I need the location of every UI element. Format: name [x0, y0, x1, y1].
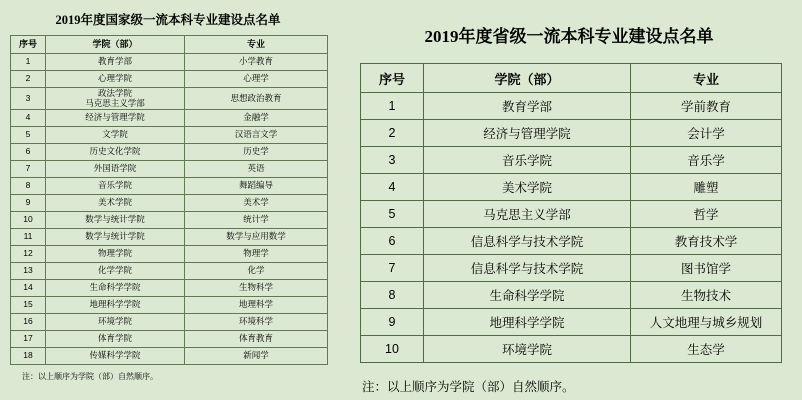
- cell-college: 信息科学与技术学院: [424, 255, 631, 282]
- column-header-index: 序号: [361, 64, 424, 93]
- cell-index: 8: [11, 178, 46, 195]
- provincial-list-table: [360, 63, 782, 363]
- cell-college: 教育学部: [46, 54, 185, 71]
- table-row: [361, 120, 782, 147]
- cell-index: 16: [11, 314, 46, 331]
- cell-major: 地理科学: [185, 297, 328, 314]
- cell-major: 生态学: [631, 336, 782, 363]
- cell-major: 音乐学: [631, 147, 782, 174]
- cell-major: 数学与应用数学: [185, 229, 328, 246]
- cell-college: 物理学院: [46, 246, 185, 263]
- table-row: [361, 174, 782, 201]
- cell-index: 18: [11, 348, 46, 365]
- table-row: [11, 144, 328, 161]
- table-row: [11, 195, 328, 212]
- cell-college: 经济与管理学院: [46, 110, 185, 127]
- cell-index: 5: [11, 127, 46, 144]
- cell-major: 教育技术学: [631, 228, 782, 255]
- table-row: [11, 54, 328, 71]
- cell-major: 小学教育: [185, 54, 328, 71]
- cell-college: 美术学院: [46, 195, 185, 212]
- right-table-title: 2019年度省级一流本科专业建设点名单: [424, 27, 714, 46]
- cell-index: 1: [11, 54, 46, 71]
- cell-index: 11: [11, 229, 46, 246]
- cell-major: 美术学: [185, 195, 328, 212]
- cell-index: 12: [11, 246, 46, 263]
- cell-college: 外国语学院: [46, 161, 185, 178]
- table-row: [361, 201, 782, 228]
- table-row: [361, 228, 782, 255]
- cell-major: 统计学: [185, 212, 328, 229]
- cell-college: 环境学院: [424, 336, 631, 363]
- cell-index: 1: [361, 93, 424, 120]
- cell-college: 地理科学学院: [46, 297, 185, 314]
- column-header-college: 学院（部）: [424, 64, 631, 93]
- cell-major: 舞蹈编导: [185, 178, 328, 195]
- cell-major: 学前教育: [631, 93, 782, 120]
- table-row: [361, 336, 782, 363]
- cell-index: 3: [11, 88, 46, 110]
- national-list-table: [10, 35, 328, 365]
- cell-college: 美术学院: [424, 174, 631, 201]
- cell-index: 10: [361, 336, 424, 363]
- national-list-body: [11, 54, 328, 365]
- left-table-title: 2019年度国家级一流本科专业建设点名单: [55, 13, 281, 27]
- cell-major: 英语: [185, 161, 328, 178]
- cell-major: 汉语言文学: [185, 127, 328, 144]
- cell-index: 8: [361, 282, 424, 309]
- table-row: [11, 161, 328, 178]
- cell-index: 6: [361, 228, 424, 255]
- cell-index: 4: [11, 110, 46, 127]
- cell-index: 7: [361, 255, 424, 282]
- cell-major: 环境科学: [185, 314, 328, 331]
- cell-major: 哲学: [631, 201, 782, 228]
- cell-index: 2: [361, 120, 424, 147]
- table-row: [11, 212, 328, 229]
- cell-major: 雕塑: [631, 174, 782, 201]
- cell-index: 3: [361, 147, 424, 174]
- provincial-list-panel: [336, 0, 802, 400]
- column-header-major: 专业: [631, 64, 782, 93]
- table-row: [11, 127, 328, 144]
- cell-index: 9: [361, 309, 424, 336]
- cell-college: 地理科学学院: [424, 309, 631, 336]
- cell-college: 教育学部: [424, 93, 631, 120]
- cell-index: 2: [11, 71, 46, 88]
- cell-index: 14: [11, 280, 46, 297]
- table-row: [11, 71, 328, 88]
- cell-college: 音乐学院: [424, 147, 631, 174]
- cell-major: 人文地理与城乡规划: [631, 309, 782, 336]
- table-row: [11, 246, 328, 263]
- table-row: [11, 331, 328, 348]
- cell-index: 15: [11, 297, 46, 314]
- cell-index: 9: [11, 195, 46, 212]
- cell-major: 图书馆学: [631, 255, 782, 282]
- cell-major: 生物科学: [185, 280, 328, 297]
- cell-college: 文学院: [46, 127, 185, 144]
- cell-college: 政法学院 马克思主义学部: [46, 88, 185, 110]
- cell-college: 体育学院: [46, 331, 185, 348]
- table-header-row: [361, 64, 782, 93]
- table-row: [361, 93, 782, 120]
- column-header-college: 学院（部）: [46, 36, 185, 54]
- cell-major: 会计学: [631, 120, 782, 147]
- right-note: 注：以上顺序为学院（部）自然顺序。: [362, 380, 575, 394]
- cell-college: 传媒科学学院: [46, 348, 185, 365]
- cell-college: 化学学院: [46, 263, 185, 280]
- cell-index: 10: [11, 212, 46, 229]
- cell-college: 历史文化学院: [46, 144, 185, 161]
- cell-college: 心理学院: [46, 71, 185, 88]
- table-row: [361, 282, 782, 309]
- cell-major: 思想政治教育: [185, 88, 328, 110]
- table-row: [11, 229, 328, 246]
- table-row: [11, 280, 328, 297]
- table-row: [11, 314, 328, 331]
- cell-major: 历史学: [185, 144, 328, 161]
- cell-index: 13: [11, 263, 46, 280]
- cell-college: 生命科学学院: [46, 280, 185, 297]
- table-header-row: [11, 36, 328, 54]
- cell-index: 5: [361, 201, 424, 228]
- left-note: 注：以上顺序为学院（部）自然顺序。: [22, 372, 158, 382]
- table-row: [11, 88, 328, 110]
- cell-major: 心理学: [185, 71, 328, 88]
- table-row: [11, 263, 328, 280]
- cell-major: 物理学: [185, 246, 328, 263]
- cell-college: 环境学院: [46, 314, 185, 331]
- column-header-index: 序号: [11, 36, 46, 54]
- table-row: [361, 147, 782, 174]
- cell-major: 体育教育: [185, 331, 328, 348]
- cell-college: 数学与统计学院: [46, 212, 185, 229]
- cell-index: 4: [361, 174, 424, 201]
- cell-college: 生命科学学院: [424, 282, 631, 309]
- cell-college: 信息科学与技术学院: [424, 228, 631, 255]
- cell-index: 17: [11, 331, 46, 348]
- table-row: [11, 178, 328, 195]
- cell-major: 化学: [185, 263, 328, 280]
- provincial-list-body: [361, 93, 782, 363]
- cell-college: 马克思主义学部: [424, 201, 631, 228]
- national-list-panel: [0, 0, 336, 400]
- cell-college: 数学与统计学院: [46, 229, 185, 246]
- cell-major: 金融学: [185, 110, 328, 127]
- table-row: [11, 297, 328, 314]
- column-header-major: 专业: [185, 36, 328, 54]
- table-row: [11, 110, 328, 127]
- table-row: [11, 348, 328, 365]
- cell-college: 经济与管理学院: [424, 120, 631, 147]
- cell-major: 新闻学: [185, 348, 328, 365]
- cell-college: 音乐学院: [46, 178, 185, 195]
- cell-index: 7: [11, 161, 46, 178]
- cell-index: 6: [11, 144, 46, 161]
- table-row: [361, 309, 782, 336]
- cell-major: 生物技术: [631, 282, 782, 309]
- table-row: [361, 255, 782, 282]
